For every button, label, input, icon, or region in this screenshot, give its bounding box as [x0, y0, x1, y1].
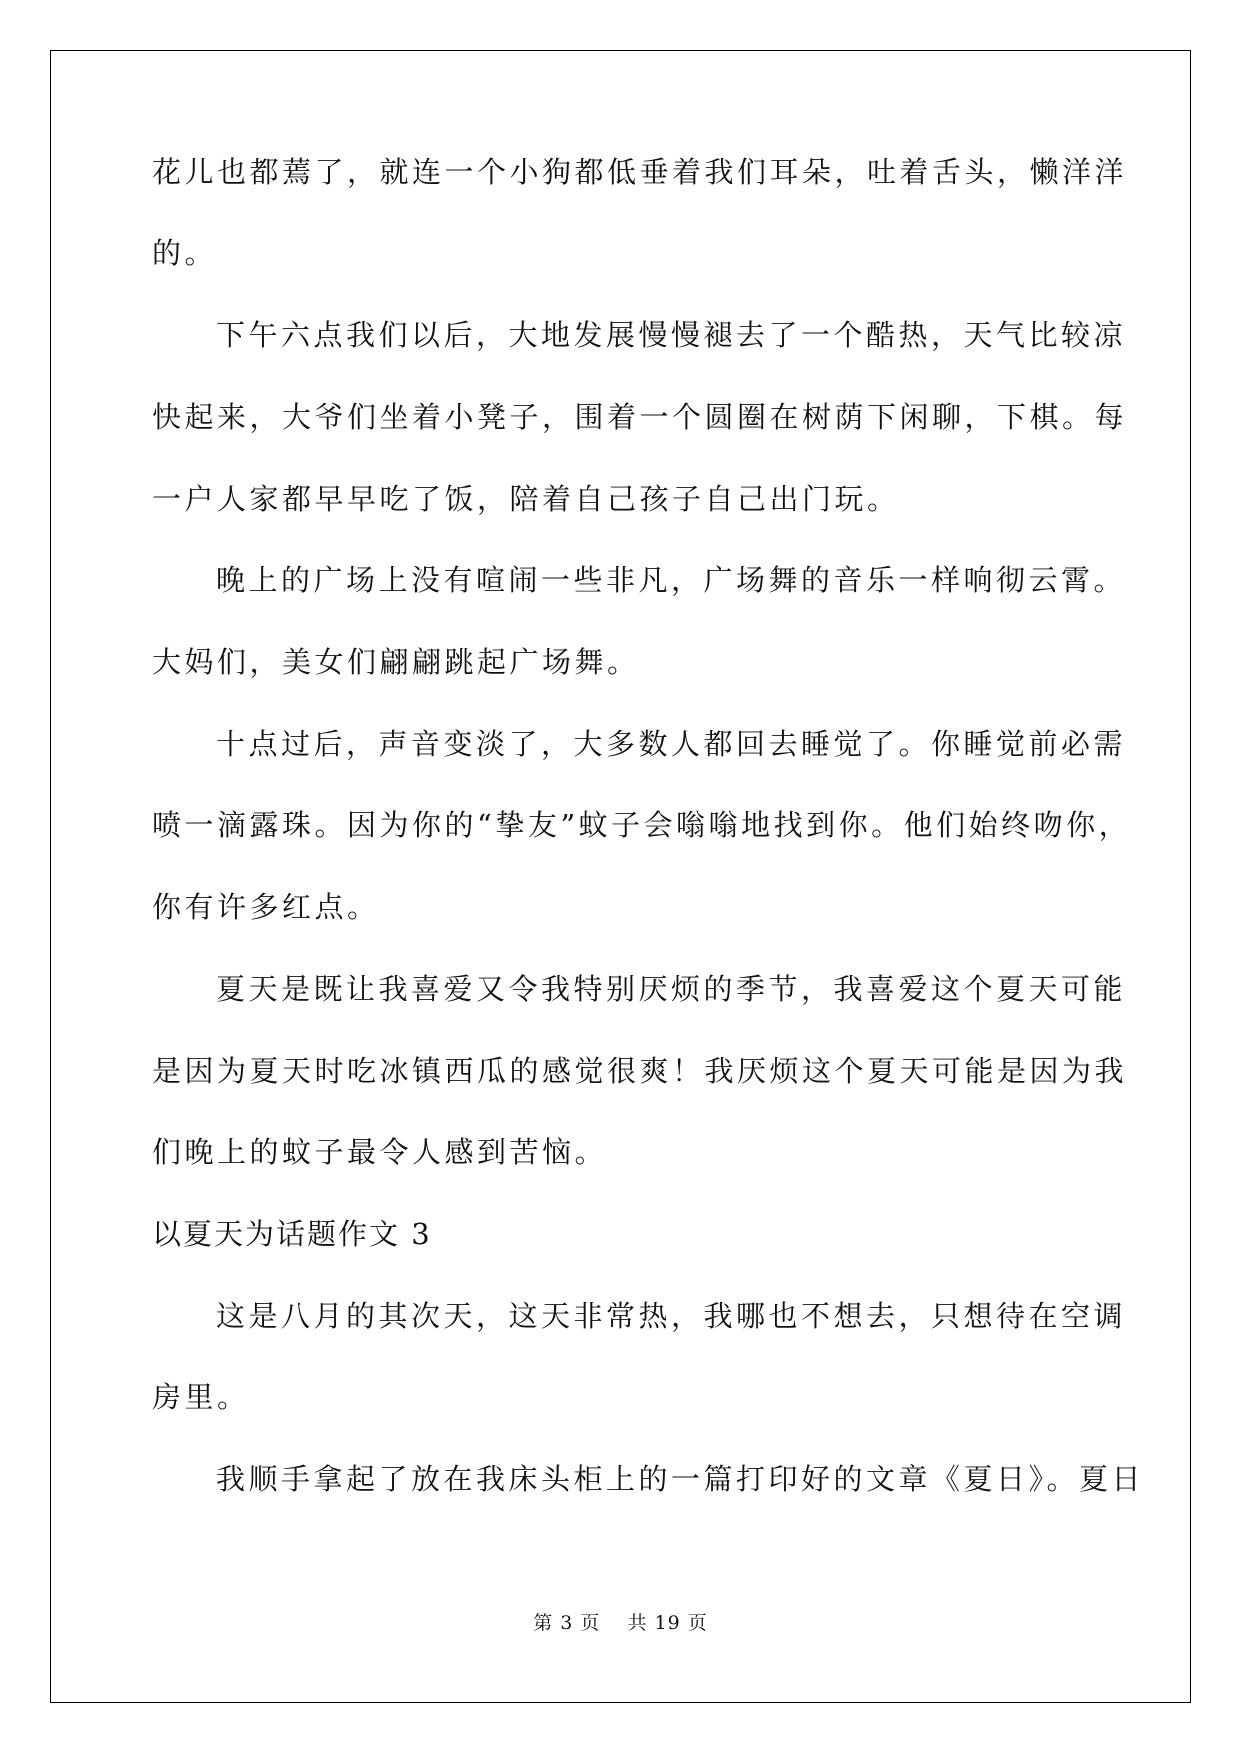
page-border — [50, 50, 1191, 1703]
text-line: 花儿也都蔫了，就连一个小狗都低垂着我们耳朵，吐着舌头，懒洋洋 — [152, 155, 1128, 189]
text-line: 大妈们，美女们翩翩跳起广场舞。 — [152, 645, 640, 679]
text-line: 你有许多红点。 — [152, 890, 380, 924]
section-heading: 以夏天为话题作文 3 — [152, 1217, 432, 1251]
page-footer — [0, 1608, 1241, 1635]
page-total: 共 19 页 — [627, 1612, 708, 1634]
text-line: 喷一滴露珠。因为你的“挚友”蚊子会嗡嗡地找到你。他们始终吻你， — [152, 808, 1132, 842]
text-line: 下午六点我们以后，大地发展慢慢褪去了一个酷热，天气比较凉 — [216, 318, 1127, 352]
text-line: 十点过后，声音变淡了，大多数人都回去睡觉了。你睡觉前必需 — [216, 727, 1127, 761]
text-line: 们晚上的蚊子最令人感到苦恼。 — [152, 1135, 608, 1169]
text-line: 快起来，大爷们坐着小凳子，围着一个圆圈在树荫下闲聊，下棋。每 — [152, 400, 1128, 434]
text-line: 一户人家都早早吃了饭，陪着自己孩子自己出门玩。 — [152, 482, 900, 516]
text-line: 的。 — [152, 236, 218, 270]
text-line: 这是八月的其次天，这天非常热，我哪也不想去，只想待在空调 — [216, 1299, 1127, 1333]
text-line: 我顺手拿起了放在我床头柜上的一篇打印好的文章《夏日》。夏日 — [216, 1462, 1145, 1496]
text-line: 晚上的广场上没有喧闹一些非凡，广场舞的音乐一样响彻云霄。 — [216, 563, 1127, 597]
text-line: 房里。 — [152, 1380, 250, 1414]
page-number: 第 3 页 — [533, 1612, 601, 1634]
text-line: 夏天是既让我喜爱又令我特别厌烦的季节，我喜爱这个夏天可能 — [216, 972, 1127, 1006]
text-line: 是因为夏天时吃冰镇西瓜的感觉很爽！我厌烦这个夏天可能是因为我 — [152, 1054, 1128, 1088]
